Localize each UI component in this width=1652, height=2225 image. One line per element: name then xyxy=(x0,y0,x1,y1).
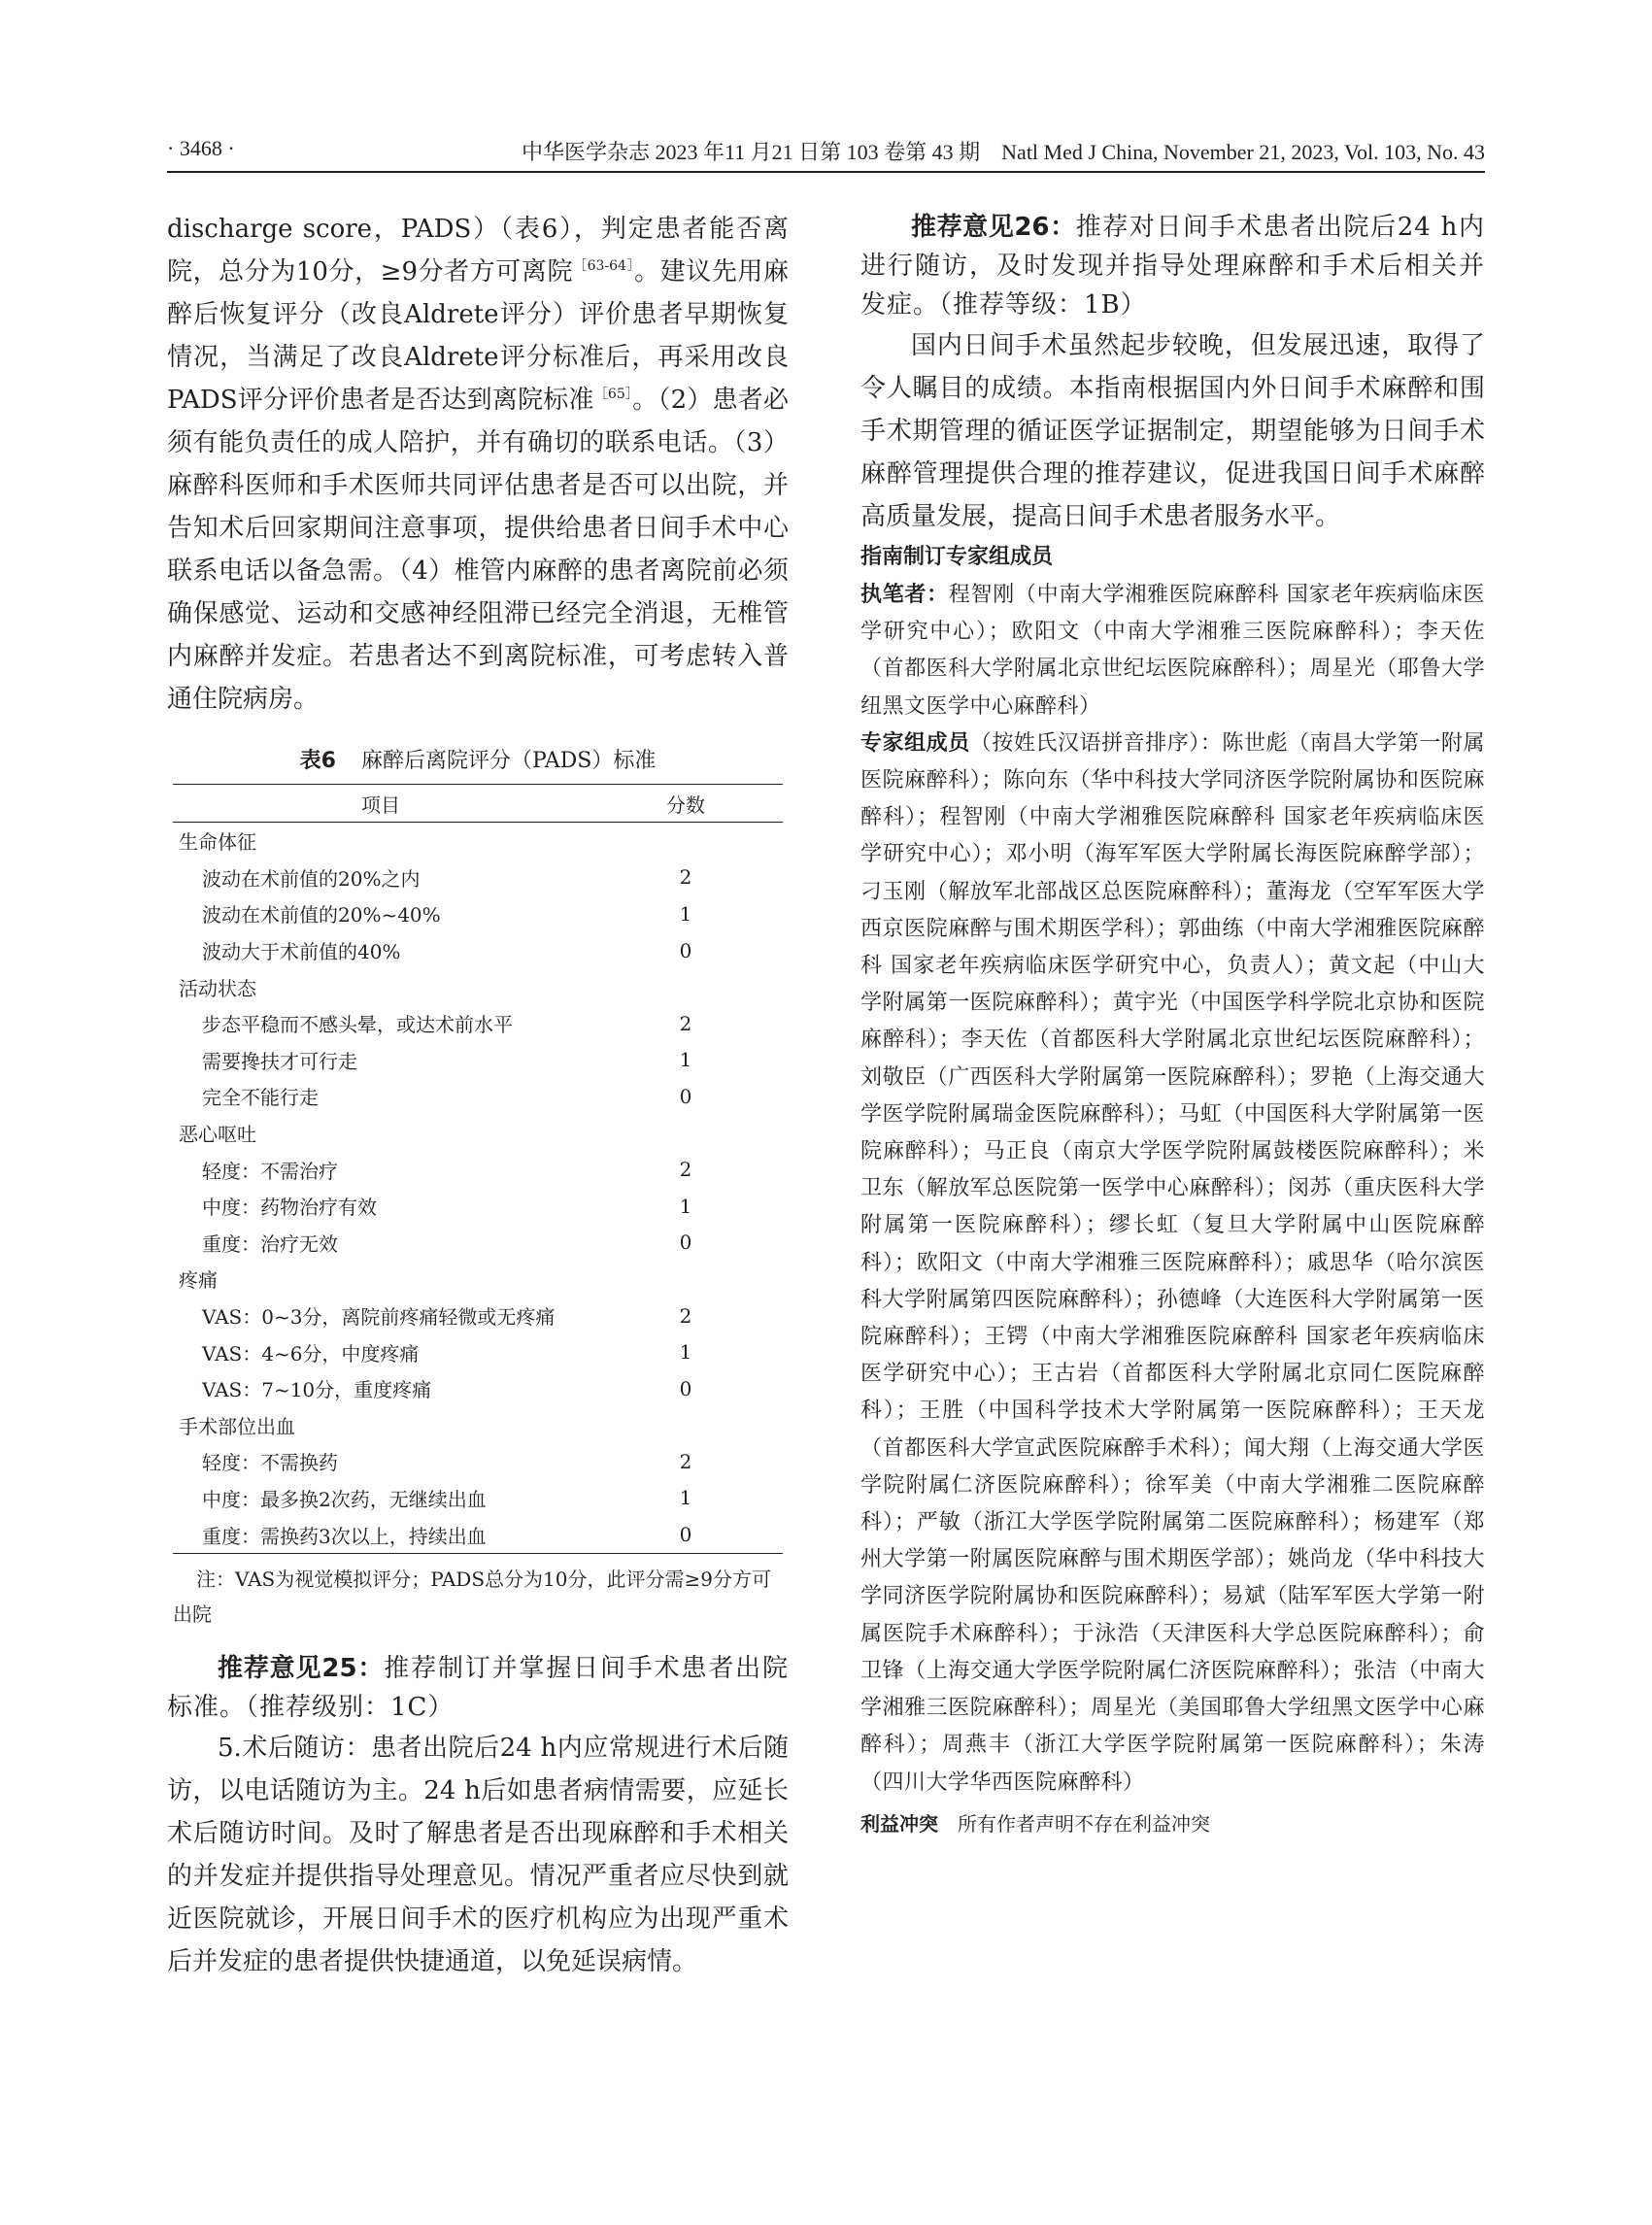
score-cell xyxy=(589,1261,783,1298)
followup-paragraph: 5.术后随访：患者出院后24 h内应常规进行术后随访，以电话随访为主。24 h后如患者病情需要，应延长术后随访时间。及时了解患者是否出现麻醉和手术相关的并发症并提供指导处理意见。情况严重者应尽快到就近医院就诊，开展日间手术的医疗机构应为出现严重术后并发症的患者提供快捷通道，以免延误病情。 xyxy=(167,1733,789,1976)
table-row xyxy=(173,968,783,1005)
p1-text-b: 。建议先用麻醉后恢复评分（改良Aldrete评分）评价患者早期恢复情况，当满足了改良Aldrete评分标准后，再采用改良PADS评分评价患者是否达到离院标准 xyxy=(167,257,789,415)
score-cell: 2 xyxy=(679,1303,692,1328)
criterion-cell: 中度：药物治疗有效 xyxy=(202,1196,377,1220)
p1-text-a: discharge score，PADS）（表6），判定患者能否离院，总分为10分，≥9分者方可离院 xyxy=(167,215,789,287)
table-row xyxy=(173,932,783,969)
recommendation-25 xyxy=(167,1649,789,1727)
conclusion-paragraph: 国内日间手术虽然起步较晚，但发展迅速，取得了令人瞩目的成绩。本指南根据国内外日间手术麻醉和围手术期管理的循证医学证据制定，期望能够为日间手术麻醉管理提供合理的推荐建议，促进我国日间手术麻醉高质量发展，提高日间手术患者服务水平。 xyxy=(860,331,1485,531)
table-row xyxy=(173,1370,783,1407)
discharge-criteria-paragraph xyxy=(167,208,789,721)
criterion-cell: VAS：4~6分，中度疼痛 xyxy=(202,1341,420,1365)
criterion-cell: 重度：治疗无效 xyxy=(202,1231,338,1256)
table-row xyxy=(173,1298,783,1334)
column-header-score: 分数 xyxy=(589,785,783,823)
table-row xyxy=(173,1333,783,1370)
score-cell: 0 xyxy=(589,1516,783,1553)
p1-text-c: 。（2）患者必须有能负责任的成人陪护，并有确切的联系电话。（3）麻醉科医师和手术医师共同评估患者是否可以出院，并告知术后回家期间注意事项，提供给患者日间手术中心联系电话以备急需。（4）椎管内麻醉的患者离院前必须确保感觉、运动和交感神经阻滞已经完全消退，无椎管内麻醉并发症。若患者达不到离院标准，可考虑转入普通住院病房。 xyxy=(167,386,789,714)
score-cell: 2 xyxy=(679,1158,692,1182)
table-title: 麻醉后离院评分（PADS）标准 xyxy=(360,749,657,773)
header-rule xyxy=(167,171,1485,173)
recommendation-text: 推荐制订并掌握日间手术患者出院标准。（推荐级别：1C） xyxy=(167,1653,789,1722)
experts-list xyxy=(860,725,1485,1802)
experts-text: （按姓氏汉语拼音排序）：陈世彪（南昌大学第一附属医院麻醉科）；陈向东（华中科技大学同济医学院附属协和医院麻醉科）；程智刚（中南大学湘雅医院麻醉科 国家老年疾病临床医学研究中心）；邓小明（海军军医大学附属长海医院麻醉学部）；刁玉刚（解放军北部战区总医院麻醉科）；董海龙（空军军医大学西京医院麻醉与围术期医学科）；郭曲练（中南大学湘雅医院麻醉科 国家老年疾病临床医学研究中心，负责人）；黄文起（中山大学附属第一医院麻醉科）；黄宇光（中国医学科学院北京协和医院麻醉科）；李天佐（首都医科大学附属北京世纪坛医院麻醉科）；刘敬臣（广西医科大学附属第一医院麻醉科）；罗艳（上海交通大学医学院附属瑞金医院麻醉科）；马虹（中国医科大学附属第一医院麻醉科）；马正良（南京大学医学院附属鼓楼医院麻醉科）；米卫东（解放军总医院第一医学中心麻醉科）；闵苏（重庆医科大学附属第一医院麻醉科）；缪长虹（复旦大学附属中山医院麻醉科）；欧阳文（中南大学湘雅三医院麻醉科）；戚思华（哈尔滨医科大学附属第四医院麻醉科）；孙德峰（大连医科大学附属第一医院麻醉科）；王锷（中南大学湘雅医院麻醉科 国家老年疾病临床医学研究中心）；王古岩（首都医科大学附属北京同仁医院麻醉科）；王胜（中国科学技术大学附属第一医院麻醉科）；王天龙（首都医科大学宣武医院麻醉手术科）；闻大翔（上海交通大学医学院附属仁济医院麻醉科）；徐军美（中南大学湘雅二医院麻醉科）；严敏（浙江大学医学院附属第二医院麻醉科）；杨建军（郑州大学第一附属医院麻醉与围术期医学部）；姚尚龙（华中科技大学同济医学院附属协和医院麻醉科）；易斌（陆军军医大学第一附属医院手术麻醉科）；于泳浩（天津医科大学总医院麻醉科）；俞卫锋（上海交通大学医学院附属仁济医院麻醉科）；张洁（中南大学湘雅三医院麻醉科）；周星光（美国耶鲁大学纽黑文医学中心麻醉科）；周燕丰（浙江大学医学院附属第一医院麻醉科）；朱涛（四川大学华西医院麻醉科） xyxy=(860,730,1485,1795)
running-header xyxy=(167,136,1485,171)
conflict-of-interest xyxy=(860,1805,1485,1842)
left-column xyxy=(167,208,789,1983)
table-row xyxy=(173,860,783,896)
table-row xyxy=(173,1151,783,1188)
criterion-cell: VAS：0~3分，离院前疼痛轻微或无疼痛 xyxy=(202,1305,556,1330)
score-cell: 0 xyxy=(679,1230,692,1255)
score-cell: 1 xyxy=(679,1048,692,1072)
criterion-cell: 需要搀扶才可行走 xyxy=(202,1049,357,1073)
recommendation-heading: 推荐意见26： xyxy=(911,213,1076,242)
score-cell xyxy=(589,968,783,1005)
table-row xyxy=(173,1407,783,1444)
score-cell: 1 xyxy=(679,1194,692,1218)
criterion-cell: 重度：需换药3次以上，持续出血 xyxy=(173,1516,589,1553)
criterion-cell: 轻度：不需换药 xyxy=(202,1451,338,1475)
journal-citation: 中华医学杂志 2023 年11 月21 日第 103 卷第 43 期 Natl Med J China, November 21, 2023, Vol. 103, No. 43 xyxy=(521,140,1485,164)
citation-ref: ［63-64］ xyxy=(573,258,635,274)
score-cell: 0 xyxy=(679,1376,692,1400)
recommendation-text: 推荐对日间手术患者出院后24 h内进行随访，及时发现并指导处理麻醉和手术后相关并发症。（推荐等级：1B） xyxy=(860,213,1485,320)
score-cell: 2 xyxy=(679,865,692,890)
category-cell: 活动状态 xyxy=(179,976,256,1000)
table-row xyxy=(173,1078,783,1115)
table-row xyxy=(173,823,783,860)
criterion-cell: 轻度：不需治疗 xyxy=(202,1159,338,1183)
table-row xyxy=(173,1115,783,1152)
table-row xyxy=(173,1480,783,1517)
authors-text: 程智刚（中南大学湘雅医院麻醉科 国家老年疾病临床医学研究中心）；欧阳文（中南大学湘雅三医院麻醉科）；李天佐（首都医科大学附属北京世纪坛医院麻醉科）；周星光（耶鲁大学纽黑文医学中心麻醉科） xyxy=(860,583,1485,719)
score-cell xyxy=(589,1407,783,1444)
expert-group-heading: 指南制订专家组成员 xyxy=(860,545,1054,569)
score-cell: 1 xyxy=(679,1486,692,1510)
coi-label: 利益冲突 xyxy=(860,1811,938,1836)
pads-table xyxy=(173,784,783,1554)
table-caption xyxy=(167,744,789,774)
criterion-cell: 波动在术前值的20%~40% xyxy=(202,903,441,927)
table-label: 表6 xyxy=(299,749,336,773)
score-cell: 2 xyxy=(679,1011,692,1035)
table-row xyxy=(173,1005,783,1042)
table-row xyxy=(173,895,783,932)
recommendation-26 xyxy=(860,208,1485,324)
criterion-cell: VAS：7~10分，重度疼痛 xyxy=(202,1378,432,1402)
category-cell: 手术部位出血 xyxy=(179,1414,295,1438)
table-header-row xyxy=(173,785,783,823)
experts-label: 专家组成员 xyxy=(860,730,970,756)
citation-ref: ［65］ xyxy=(593,387,633,402)
right-column xyxy=(860,208,1485,1842)
score-cell: 2 xyxy=(679,1449,692,1473)
criterion-cell: 步态平稳而不感头晕，或达术前水平 xyxy=(202,1013,513,1037)
score-cell: 1 xyxy=(679,901,692,926)
score-cell: 0 xyxy=(679,938,692,962)
criterion-cell: 完全不能行走 xyxy=(202,1086,319,1110)
category-cell: 疼痛 xyxy=(179,1268,218,1293)
criterion-cell: 波动大于术前值的40% xyxy=(202,940,401,964)
coi-text: 所有作者声明不存在利益冲突 xyxy=(958,1811,1210,1836)
score-cell: 1 xyxy=(679,1340,692,1365)
criterion-cell: 波动在术前值的20%之内 xyxy=(202,866,421,891)
category-cell: 生命体征 xyxy=(179,830,256,855)
authors-list xyxy=(860,577,1485,725)
table-row xyxy=(173,1443,783,1480)
column-header-item: 项目 xyxy=(173,785,589,823)
score-cell xyxy=(589,823,783,860)
table-row xyxy=(173,1516,783,1553)
page-number: · 3468 · xyxy=(167,136,235,160)
table-note: 注：VAS为视觉模拟评分；PADS总分为10分，此评分需≥9分方可出院 xyxy=(173,1567,771,1626)
table-row xyxy=(173,1188,783,1225)
authors-label: 执笔者： xyxy=(860,583,949,607)
score-cell: 0 xyxy=(679,1084,692,1108)
table-row xyxy=(173,1042,783,1079)
table-body xyxy=(173,823,783,1554)
table-row xyxy=(173,1261,783,1298)
category-cell: 恶心呕吐 xyxy=(179,1123,256,1147)
score-cell xyxy=(589,1115,783,1152)
criterion-cell: 中度：最多换2次药，无继续出血 xyxy=(202,1487,487,1511)
table-row xyxy=(173,1225,783,1262)
recommendation-heading: 推荐意见25： xyxy=(218,1653,385,1683)
